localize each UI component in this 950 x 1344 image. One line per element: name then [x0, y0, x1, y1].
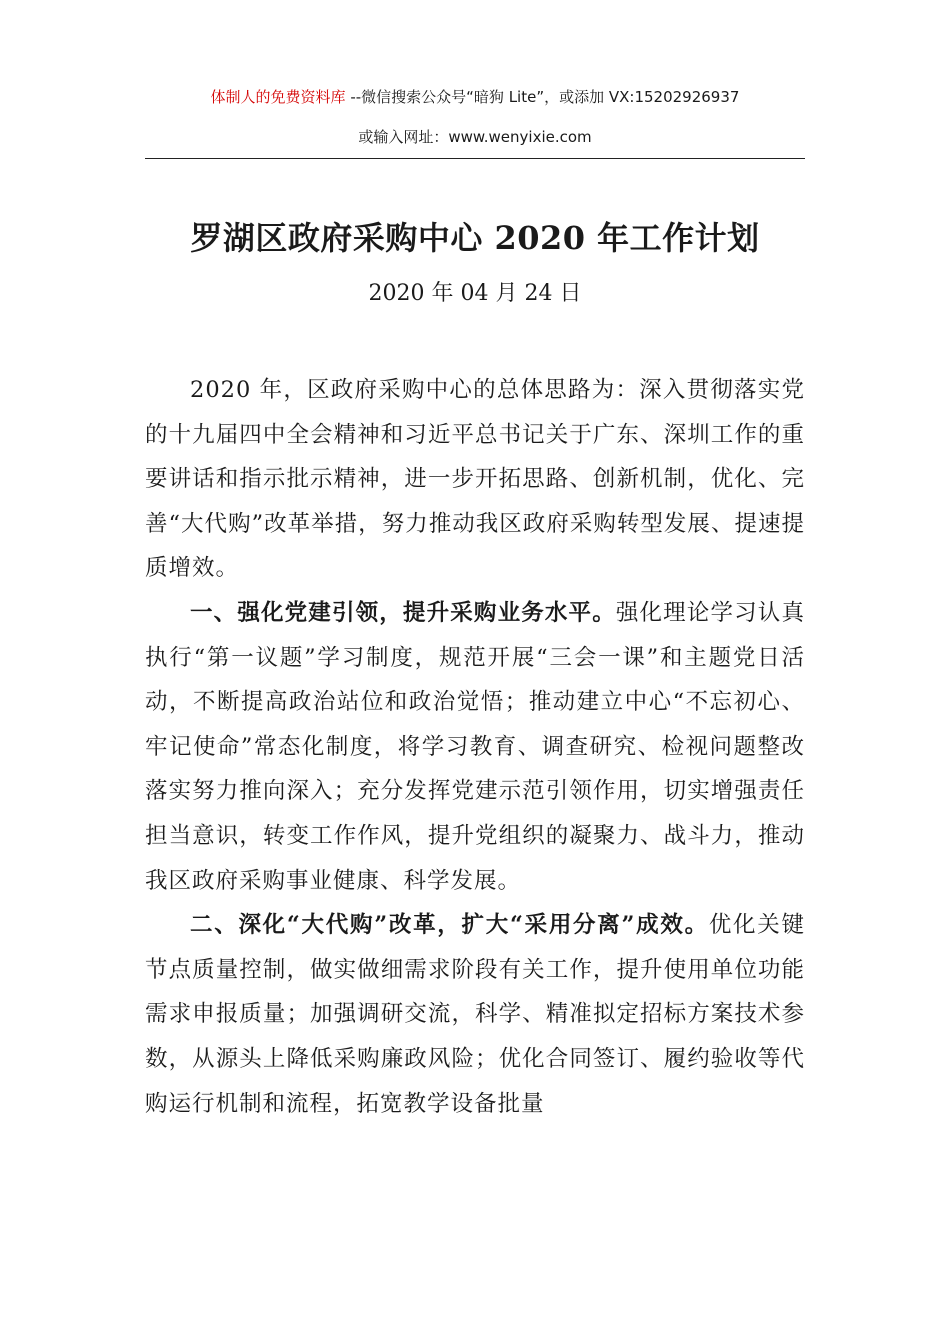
paragraph-text: 优化关键节点质量控制，做实做细需求阶段有关工作，提升使用单位功能需求申报质量；加强调研交流，科学、精准拟定招标方案技术参数，从源头上降低采购廉政风险；优化合同签订、履约验收等代购运行机制和流程，拓宽教学设备批量: [145, 912, 805, 1117]
header-divider: [145, 158, 805, 159]
header-promo-line: [145, 84, 805, 110]
header-promo-text: --微信搜索公众号“暗狗 Lite”，或添加 VX:15202926937: [345, 88, 740, 106]
page-header: [145, 84, 805, 150]
paragraph-text: 强化理论学习认真执行“第一议题”学习制度，规范开展“三会一课”和主题党日活动，不断提高政治站位和政治觉悟；推动建立中心“不忘初心、牢记使命”常态化制度，将学习教育、调查研究、检视问题整改落实努力推向深入；充分发挥党建示范引领作用，切实增强责任担当意识，转变工作作风，提升党组织的凝聚力、战斗力，推动我区政府采购事业健康、科学发展。: [145, 599, 805, 894]
paragraph-text: 2020 年，区政府采购中心的总体思路为：深入贯彻落实党的十九届四中全会精神和习近平总书记关于广东、深圳工作的重要讲话和指示批示精神，进一步开拓思路、创新机制，优化、完善“大代购”改革举措，努力推动我区政府采购转型发展、提速提质增效。: [145, 377, 805, 582]
header-website: 或输入网址：www.wenyixie.com: [358, 128, 592, 146]
paragraph-intro: [145, 368, 805, 591]
document-date: 2020 年 04 月 24 日: [368, 281, 582, 306]
section-heading: 二、深化“大代购”改革，扩大“采用分离”成效。: [190, 912, 709, 939]
document-body: [145, 368, 805, 1126]
paragraph-section-1: [145, 591, 805, 903]
paragraph-section-2: [145, 903, 805, 1126]
header-brand: 体制人的免费资料库: [210, 88, 346, 106]
section-heading: 一、强化党建引领，提升采购业务水平。: [190, 599, 616, 626]
document-title: 罗湖区政府采购中心 2020 年工作计划: [190, 219, 760, 257]
